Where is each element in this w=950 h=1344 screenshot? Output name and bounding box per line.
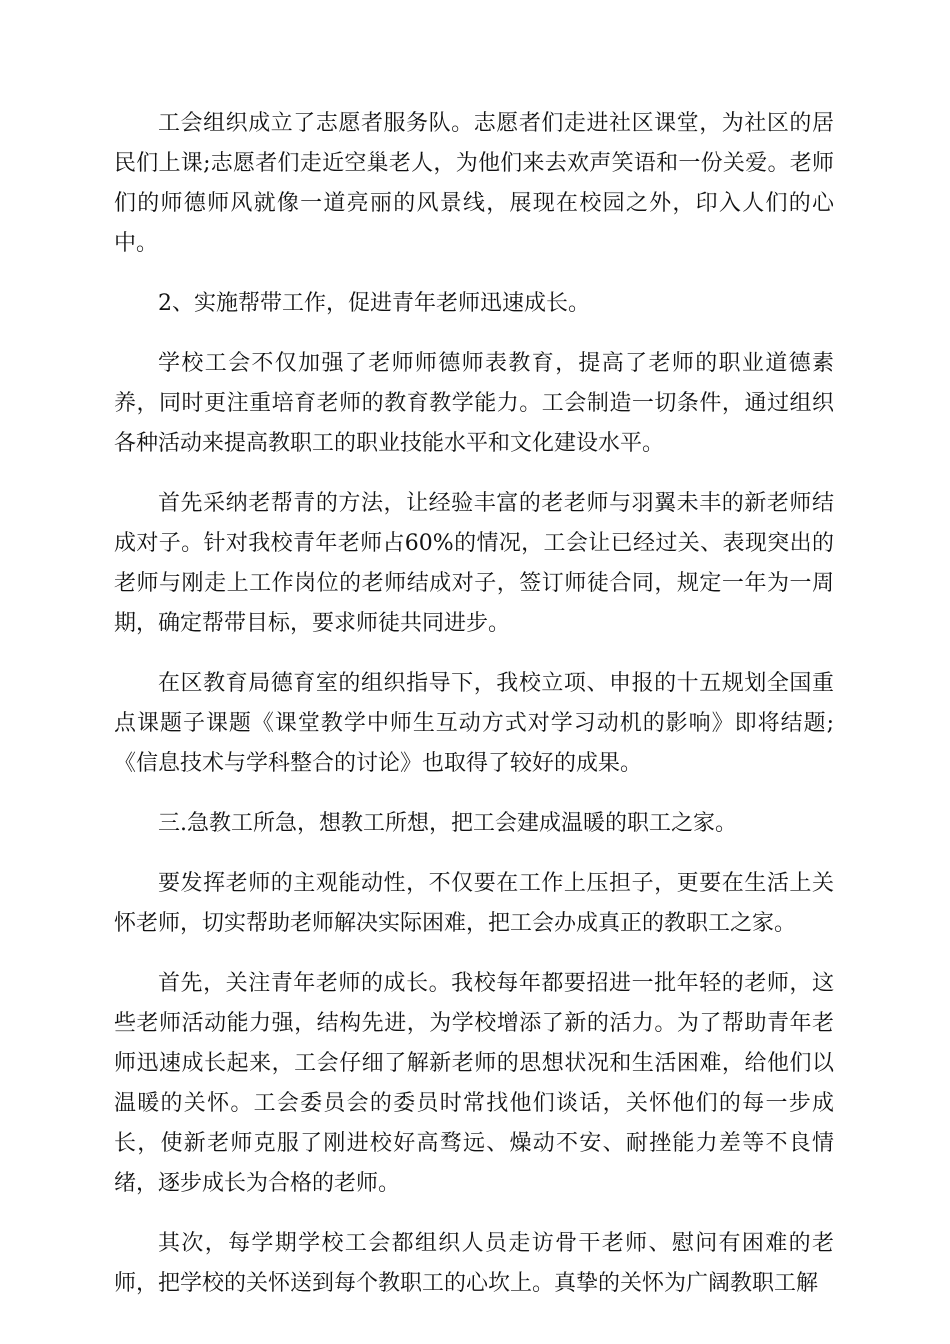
section-heading-staff-home: 三.急教工所急，想教工所想，把工会建成温暖的职工之家。 — [158, 811, 737, 836]
document-page — [114, 104, 834, 1324]
paragraph-volunteer-team: 工会组织成立了志愿者服务队。志愿者们走进社区课堂，为社区的居民们上课;志愿者们走近空巢老人，为他们来去欢声笑语和一份关爱。老师们的师德师风就像一道亮丽的风景线，展现在校园之外，印入人们的心中。 — [114, 111, 834, 256]
paragraph-union-education: 学校工会不仅加强了老师师德师表教育，提高了老师的职业道德素养，同时更注重培育老师的教育教学能力。工会制造一切条件，通过组织各种活动来提高教职工的职业技能水平和文化建设水平。 — [114, 351, 834, 456]
paragraph-young-teacher-growth: 首先，关注青年老师的成长。我校每年都要招进一批年轻的老师，这些老师活动能力强，结构先进，为学校增添了新的活力。为了帮助青年老师迅速成长起来，工会仔细了解新老师的思想状况和生活困难，给他们以温暖的关怀。工会委员会的委员时常找他们谈话，关怀他们的每一步成长，使新老师克服了刚进校好高骛远、燥动不安、耐挫能力差等不良情绪，逐步成长为合格的老师。 — [114, 971, 834, 1196]
paragraph-teacher-care: 要发挥老师的主观能动性，不仅要在工作上压担子，更要在生活上关怀老师，切实帮助老师解决实际困难，把工会办成真正的教职工之家。 — [114, 871, 834, 936]
paragraph-visits: 其次，每学期学校工会都组织人员走访骨干老师、慰问有困难的老师，把学校的关怀送到每个教职工的心坎上。真挚的关怀为广阔教职工解 — [114, 1231, 834, 1296]
paragraph-old-helps-young: 首先采纳老帮青的方法，让经验丰富的老老师与羽翼未丰的新老师结成对子。针对我校青年老师占60%的情况，工会让已经过关、表现突出的老师与刚走上工作岗位的老师结成对子，签订师徒合同，规定一年为一周期，确定帮带目标，要求师徒共同进步。 — [114, 491, 834, 636]
section-heading-mentoring: 2、实施帮带工作，促进青年老师迅速成长。 — [158, 291, 590, 316]
paragraph-research-project: 在区教育局德育室的组织指导下，我校立项、申报的十五规划全国重点课题子课题《课堂教学中师生互动方式对学习动机的影响》即将结题;《信息技术与学科整合的讨论》也取得了较好的成果。 — [114, 671, 834, 776]
